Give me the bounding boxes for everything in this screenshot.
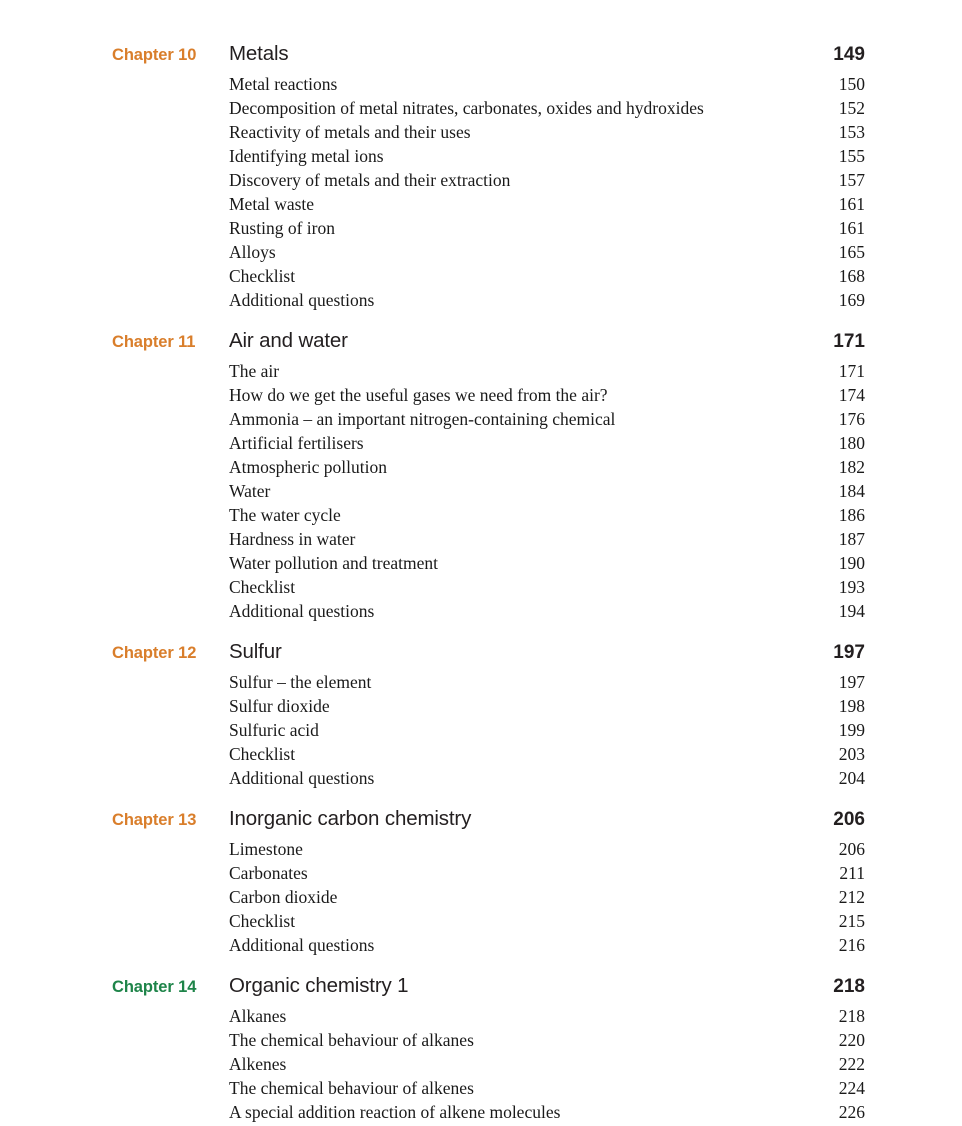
chapter-title[interactable]: Organic chemistry 1	[229, 974, 409, 997]
toc-entry-row[interactable]	[0, 887, 962, 911]
toc-entry-row[interactable]	[0, 863, 962, 887]
toc-entry-row[interactable]	[0, 290, 962, 314]
chapter-heading-row[interactable]	[0, 42, 962, 74]
toc-entry-row[interactable]	[0, 457, 962, 481]
entry-title[interactable]: Water pollution and treatment	[229, 553, 439, 573]
chapter-label: Chapter 14	[112, 978, 197, 996]
toc-entry-row[interactable]	[0, 170, 962, 194]
chapter-block	[0, 640, 962, 792]
toc-entry-row[interactable]	[0, 1102, 962, 1126]
toc-entry-row[interactable]	[0, 720, 962, 744]
entry-page-number: 215	[838, 911, 865, 931]
chapter-page-number: 149	[833, 44, 865, 65]
entry-title[interactable]: Sulfur – the element	[229, 672, 372, 692]
chapter-title[interactable]: Sulfur	[229, 640, 282, 663]
toc-entry-row[interactable]	[0, 911, 962, 935]
entry-page-number: 161	[838, 218, 865, 238]
entry-title[interactable]: Checklist	[229, 911, 296, 931]
entry-title[interactable]: The water cycle	[229, 505, 341, 525]
toc-entry-row[interactable]	[0, 218, 962, 242]
entry-page-number: 206	[838, 839, 865, 859]
toc-entry-row[interactable]	[0, 935, 962, 959]
chapter-page-number: 171	[833, 331, 865, 352]
chapter-label: Chapter 12	[112, 644, 197, 662]
chapter-block	[0, 42, 962, 314]
toc-entry-row[interactable]	[0, 696, 962, 720]
entry-title[interactable]: Ammonia – an important nitrogen-containing chemical	[229, 409, 616, 429]
entry-page-number: 203	[838, 744, 865, 764]
entry-page-number: 193	[838, 577, 865, 597]
toc-entry-row[interactable]	[0, 385, 962, 409]
entry-title[interactable]: Carbonates	[229, 863, 308, 883]
entry-page-number: 169	[838, 290, 865, 310]
entry-title[interactable]: The air	[229, 361, 280, 381]
entry-page-number: 194	[838, 601, 865, 621]
entry-title[interactable]: Identifying metal ions	[229, 146, 384, 166]
chapter-page-number: 197	[833, 642, 865, 663]
toc-entry-row[interactable]	[0, 1054, 962, 1078]
toc-entry-row[interactable]	[0, 1006, 962, 1030]
entry-title[interactable]: Water	[229, 481, 271, 501]
toc-entry-row[interactable]	[0, 577, 962, 601]
entry-title[interactable]: Alkanes	[229, 1006, 287, 1026]
entry-page-number: 222	[838, 1054, 865, 1074]
toc-entry-row[interactable]	[0, 266, 962, 290]
entry-title[interactable]: Metal waste	[229, 194, 315, 214]
entry-title[interactable]: Checklist	[229, 577, 296, 597]
entry-page-number: 186	[838, 505, 865, 525]
chapter-heading-row[interactable]	[0, 329, 962, 361]
entry-title[interactable]: Artificial fertilisers	[229, 433, 364, 453]
entry-page-number: 216	[838, 935, 865, 955]
chapter-title[interactable]: Air and water	[229, 329, 348, 352]
entry-page-number: 226	[838, 1102, 865, 1122]
chapter-title[interactable]: Inorganic carbon chemistry	[229, 807, 472, 830]
entry-title[interactable]: Checklist	[229, 744, 296, 764]
entry-page-number: 182	[838, 457, 865, 477]
toc-entry-row[interactable]	[0, 146, 962, 170]
chapter-block	[0, 329, 962, 625]
chapter-page-number: 206	[833, 809, 865, 830]
entry-page-number: 184	[838, 481, 865, 501]
toc-entry-row[interactable]	[0, 242, 962, 266]
entry-title[interactable]: Additional questions	[229, 935, 375, 955]
entry-page-number: 171	[838, 361, 865, 381]
toc-entry-row[interactable]	[0, 505, 962, 529]
entry-page-number: 165	[838, 242, 865, 262]
toc-entry-row[interactable]	[0, 122, 962, 146]
toc-entry-row[interactable]	[0, 409, 962, 433]
entry-title[interactable]: Atmospheric pollution	[229, 457, 387, 477]
toc-entry-row[interactable]	[0, 361, 962, 385]
toc-entry-row[interactable]	[0, 74, 962, 98]
entry-page-number: 176	[838, 409, 865, 429]
chapter-label: Chapter 11	[112, 333, 196, 351]
entry-title[interactable]: Additional questions	[229, 290, 375, 310]
entry-title[interactable]: Alloys	[229, 242, 276, 262]
entry-page-number: 218	[838, 1006, 865, 1026]
entry-title[interactable]: Hardness in water	[229, 529, 356, 549]
toc-entry-row[interactable]	[0, 194, 962, 218]
chapter-heading-row[interactable]	[0, 974, 962, 1006]
entry-title[interactable]: Reactivity of metals and their uses	[229, 122, 471, 142]
entry-page-number: 161	[838, 194, 865, 214]
toc-entry-row[interactable]	[0, 1078, 962, 1102]
chapter-block	[0, 807, 962, 959]
toc-entry-row[interactable]	[0, 98, 962, 122]
entry-page-number: 150	[838, 74, 865, 94]
entry-page-number: 168	[838, 266, 865, 286]
toc-entry-row[interactable]	[0, 601, 962, 625]
entry-title[interactable]: Alkenes	[229, 1054, 287, 1074]
entry-title[interactable]: Discovery of metals and their extraction	[229, 170, 511, 190]
entry-title[interactable]: Carbon dioxide	[229, 887, 338, 907]
entry-page-number: 180	[838, 433, 865, 453]
chapter-block	[0, 974, 962, 1126]
entry-page-number: 187	[838, 529, 865, 549]
entry-title[interactable]: Additional questions	[229, 601, 375, 621]
entry-page-number: 190	[838, 553, 865, 573]
entry-page-number: 199	[838, 720, 865, 740]
entry-title[interactable]: Decomposition of metal nitrates, carbonates, oxides and hydroxides	[229, 98, 704, 118]
chapter-heading-row[interactable]	[0, 807, 962, 839]
entry-title[interactable]: How do we get the useful gases we need from the air?	[229, 385, 608, 405]
chapter-page-number: 218	[833, 976, 865, 997]
toc-entry-row[interactable]	[0, 672, 962, 696]
entry-page-number: 224	[838, 1078, 865, 1098]
entry-title[interactable]: The chemical behaviour of alkenes	[229, 1078, 474, 1098]
chapter-label: Chapter 13	[112, 811, 197, 829]
entry-page-number: 152	[838, 98, 865, 118]
entry-page-number: 212	[838, 887, 865, 907]
chapter-label: Chapter 10	[112, 46, 197, 64]
toc-entry-row[interactable]	[0, 1030, 962, 1054]
entry-title[interactable]: Checklist	[229, 266, 296, 286]
toc-entry-row[interactable]	[0, 433, 962, 457]
entry-title[interactable]: Additional questions	[229, 768, 375, 788]
entry-page-number: 157	[838, 170, 865, 190]
entry-page-number: 198	[838, 696, 865, 716]
toc-entry-row[interactable]	[0, 529, 962, 553]
entry-title[interactable]: A special addition reaction of alkene molecules	[229, 1102, 561, 1122]
entry-title[interactable]: Rusting of iron	[229, 218, 335, 238]
entry-page-number: 153	[838, 122, 865, 142]
toc-entry-row[interactable]	[0, 553, 962, 577]
chapter-heading-row[interactable]	[0, 640, 962, 672]
toc-entry-row[interactable]	[0, 744, 962, 768]
toc-entry-row[interactable]	[0, 839, 962, 863]
entry-title[interactable]: Limestone	[229, 839, 303, 859]
entry-page-number: 204	[838, 768, 865, 788]
entry-title[interactable]: Sulfuric acid	[229, 720, 319, 740]
entry-page-number: 197	[838, 672, 865, 692]
entry-page-number: 220	[838, 1030, 865, 1050]
entry-page-number: 174	[838, 385, 865, 405]
toc-entry-row[interactable]	[0, 481, 962, 505]
entry-title[interactable]: The chemical behaviour of alkanes	[229, 1030, 474, 1050]
entry-title[interactable]: Metal reactions	[229, 74, 338, 94]
toc-entry-row[interactable]	[0, 768, 962, 792]
entry-title[interactable]: Sulfur dioxide	[229, 696, 330, 716]
entry-page-number: 211	[839, 863, 865, 883]
chapter-title[interactable]: Metals	[229, 42, 289, 65]
entry-page-number: 155	[838, 146, 865, 166]
